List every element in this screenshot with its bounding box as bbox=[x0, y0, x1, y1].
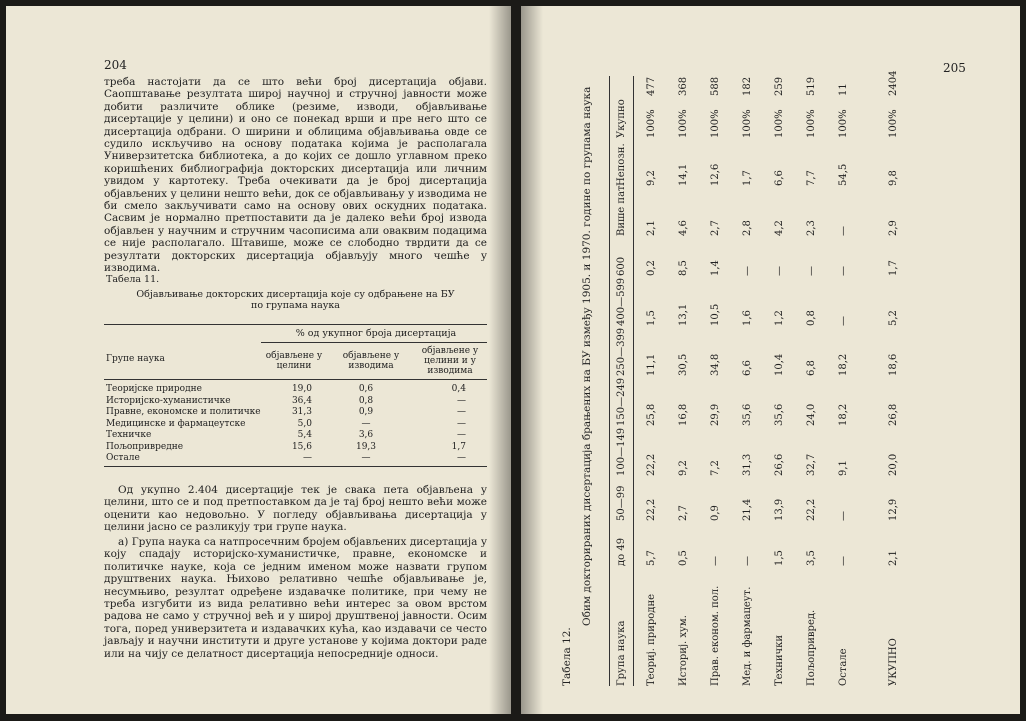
gutter-shadow bbox=[521, 6, 543, 714]
table-row-cell: 0,8 bbox=[806, 310, 817, 326]
table-row-cell: 10,5 bbox=[710, 303, 721, 326]
table-row-cell: 100% bbox=[678, 109, 689, 138]
table-row-cell: — bbox=[838, 266, 849, 276]
cell-c1: 5,4 bbox=[297, 430, 312, 440]
table-row-cell: 21,4 bbox=[742, 498, 753, 521]
span-header: % од укупног броја дисертација bbox=[295, 328, 457, 339]
table-row-cell: 11,1 bbox=[646, 353, 657, 376]
row-group: Правне, економске и политичке bbox=[106, 407, 261, 417]
table-row-cell: 588 bbox=[710, 76, 721, 96]
table-row-cell: 6,6 bbox=[774, 170, 785, 186]
table-row-cell: 2,3 bbox=[806, 220, 817, 236]
table-row-cell: 3,5 bbox=[806, 550, 817, 566]
table-row-cell: 519 bbox=[806, 76, 817, 96]
table-row-cell: 24,0 bbox=[806, 403, 817, 426]
table-row-group: Технички bbox=[774, 634, 785, 686]
table-row-cell: — bbox=[838, 316, 849, 326]
table-row-cell: 9,2 bbox=[678, 460, 689, 476]
total-row-cell: 2404 bbox=[888, 70, 899, 96]
table-row-cell: 0,2 bbox=[646, 260, 657, 276]
col2-header: објављене у изводима bbox=[342, 351, 400, 371]
cell-c2: — bbox=[361, 418, 371, 429]
table-row-group: Теориј. природне bbox=[646, 593, 657, 686]
table-row-cell: 31,3 bbox=[742, 453, 753, 476]
table-row-cell: 13,9 bbox=[774, 498, 785, 521]
col-header: 100—149 bbox=[616, 427, 627, 476]
paragraph-3: а) Група наука са натпросечним бројем објављених дисертација у коју спадају историјско-хуманистичке, правне, економске и политичке науке, која се једним именом може назвати групом друштвених наука. Њихово релативно чешће објављивање је, несумњиво, резултат одређене издавачке политике, при чему не треба изгубити из вида релативно већи интерес за овом врстом радова не само у стручној већ и у широј друштвеној јавности. Осим тога, поред универзитета и издавачких кућа, као издавачи се често јављају и научни институти и друге установе у којима доктори раде или на чију се делатност дисертација непосредније односи. bbox=[104, 536, 487, 660]
table-row-cell: 1,7 bbox=[742, 170, 753, 186]
cell-c2: — bbox=[361, 453, 371, 463]
page-number: 204 bbox=[104, 58, 127, 72]
table-12-rotated bbox=[541, 66, 921, 686]
table-row-cell: 477 bbox=[646, 76, 657, 96]
cell-c3: — bbox=[457, 395, 466, 406]
table-row-cell: 259 bbox=[774, 76, 785, 96]
col-header: 50—99 bbox=[616, 485, 627, 521]
cell-c1: 15,6 bbox=[291, 441, 312, 452]
table-row-cell: 0,5 bbox=[678, 550, 689, 566]
table-row-cell: 9,2 bbox=[646, 170, 657, 186]
col-header: 150—249 bbox=[616, 377, 627, 426]
cell-c1: 19,0 bbox=[291, 384, 312, 394]
table-row-cell: 13,1 bbox=[678, 303, 689, 326]
col-header: 400—599 bbox=[616, 277, 627, 326]
table-row-cell: 1,5 bbox=[774, 550, 785, 566]
table-row-cell: 29,9 bbox=[710, 403, 721, 426]
table-row-cell: 26,6 bbox=[774, 453, 785, 476]
table-row-cell: 100% bbox=[838, 109, 849, 138]
cell-c3: — bbox=[457, 453, 466, 463]
table-row-group: Остале bbox=[838, 648, 849, 686]
row-group: Историјско-хуманистичке bbox=[106, 395, 231, 406]
table-row-cell: 18,2 bbox=[838, 403, 849, 426]
table-row-cell: — bbox=[742, 266, 753, 276]
table-row-cell: 100% bbox=[646, 109, 657, 138]
table-row-cell: 54,5 bbox=[838, 163, 849, 186]
table-row-cell: 11 bbox=[838, 83, 849, 96]
table-row-cell: 1,4 bbox=[710, 260, 721, 276]
table-row-cell: 22,2 bbox=[806, 498, 817, 521]
col-header: до 49 bbox=[616, 537, 627, 566]
table-row-cell: 182 bbox=[742, 76, 753, 96]
table-row-cell: 12,6 bbox=[710, 163, 721, 186]
table-row-cell: 2,7 bbox=[678, 505, 689, 521]
col-header: 250—399 bbox=[616, 327, 627, 376]
table-row-cell: 35,6 bbox=[742, 403, 753, 426]
table-row-cell: 22,2 bbox=[646, 453, 657, 476]
cell-c3: 0,4 bbox=[451, 384, 466, 394]
table-row-group: Прав. економ. пол. bbox=[710, 585, 721, 686]
table-row-cell: 35,6 bbox=[774, 403, 785, 426]
table-row-cell: 4,2 bbox=[774, 220, 785, 236]
total-row-cell: 20,0 bbox=[888, 453, 899, 476]
table-11-title-line2: по групама наука bbox=[251, 300, 340, 311]
table-row-cell: 7,2 bbox=[710, 460, 721, 476]
table-row-cell: 22,2 bbox=[646, 498, 657, 521]
table-row-cell: 6,6 bbox=[742, 360, 753, 376]
table-row-cell: 10,4 bbox=[774, 353, 785, 376]
cell-c2: 0,8 bbox=[358, 395, 374, 406]
table-row-cell: 18,2 bbox=[838, 353, 849, 376]
table-row-cell: 4,6 bbox=[678, 220, 689, 236]
paragraph-1: треба настојати да се што већи број дисертација објави. Саопштавање резултата широј научној и стручној јавности може добити различите облике (резиме, изводи, објављивање дисертације у целини) и оно се понекад врши и пре него што се дисертација одбрани. О ширини и облицима објављивања овде се судило искључиво на основу података којима је располагала Универзитетска библиотека, а до којих се дошло углавном преко коришћених библиографија докторских дисертација или личним увидом у картотеку. Треба очекивати да је број дисертација објављених у целини нешто већи, док се објављивању у изводима не би смело закључивати само на основу ових оскудних података. Сасвим је нормално претпоставити да је далеко већи број извода објављен у научним и стручним часописима али оваквим подацима се није располагало. Штавише, може се слободно тврдити да се резултати докторских дисертација објављују много чешће у изводима. bbox=[104, 76, 487, 275]
table-11-title-line1: Објављивање докторских дисертација које су одбрањене на БУ bbox=[136, 289, 455, 300]
gutter-shadow bbox=[489, 6, 511, 714]
table-row-group: Историј. хум. bbox=[678, 615, 689, 686]
table-row-cell: 2,7 bbox=[710, 220, 721, 236]
table-11-title bbox=[104, 289, 487, 311]
table-row-cell: 30,5 bbox=[678, 353, 689, 376]
table-row-cell: 368 bbox=[678, 76, 689, 96]
table-row-cell: — bbox=[742, 556, 753, 566]
col-header: Непозн. bbox=[616, 143, 627, 186]
cell-c3: 1,7 bbox=[451, 441, 466, 452]
col-header: Укупно bbox=[616, 99, 627, 138]
row-group: Теоријске природне bbox=[106, 384, 202, 394]
table-row-cell: 100% bbox=[710, 109, 721, 138]
table-row-cell: 2,1 bbox=[646, 220, 657, 236]
table-row-cell: — bbox=[806, 266, 817, 276]
paragraph-2: Од укупно 2.404 дисертације тек је свака пета објављена у целини, што се и под претпоставком да је тај број нешто већи може оценити као недовољно. У погледу објављивања дисертација у целини јасно се разликују три групе наука. bbox=[104, 484, 487, 534]
table-row-cell: 100% bbox=[806, 109, 817, 138]
table-row-group: Мед. и фармацеут. bbox=[742, 586, 753, 686]
col-header: Више пат. bbox=[616, 182, 627, 236]
cell-c1: — bbox=[303, 453, 312, 463]
table-row-cell: — bbox=[710, 556, 721, 566]
total-row-cell: 5,2 bbox=[888, 310, 899, 326]
table-row-cell: 14,1 bbox=[678, 163, 689, 186]
table-row-cell: 32,7 bbox=[806, 453, 817, 476]
table-row-cell: 34,8 bbox=[710, 353, 721, 376]
table-12-label: Табела 12. bbox=[561, 627, 573, 686]
row-group: Пољопривредне bbox=[106, 441, 184, 452]
cell-c1: 31,3 bbox=[291, 407, 312, 417]
table-row-cell: 7,7 bbox=[806, 170, 817, 186]
table-row-cell: 8,5 bbox=[678, 260, 689, 276]
row-group: Остале bbox=[106, 453, 140, 463]
total-row-group: УКУПНО bbox=[888, 638, 899, 686]
right-page bbox=[521, 6, 1020, 714]
table-row-cell: 1,2 bbox=[774, 310, 785, 326]
page-number: 205 bbox=[943, 61, 966, 75]
table-row-cell: 6,8 bbox=[806, 360, 817, 376]
table-row-cell: 5,7 bbox=[646, 550, 657, 566]
cell-c1: 5,0 bbox=[297, 418, 312, 429]
total-row-cell: 12,9 bbox=[888, 498, 899, 521]
cell-c2: 0,9 bbox=[358, 407, 374, 417]
cell-c2: 3,6 bbox=[358, 430, 374, 440]
table-row-cell: 100% bbox=[742, 109, 753, 138]
total-row-cell: 18,6 bbox=[888, 353, 899, 376]
total-row-cell: 2,1 bbox=[888, 550, 899, 566]
table-12-title: Обим докторираних дисертација брањених на БУ између 1905. и 1970. године по групама наука bbox=[581, 86, 593, 626]
table-row-cell: 1,5 bbox=[646, 310, 657, 326]
group-header: Група наука bbox=[616, 620, 627, 686]
table-row-cell: 0,9 bbox=[710, 505, 721, 521]
total-row-cell: 26,8 bbox=[888, 403, 899, 426]
table-row-cell: 16,8 bbox=[678, 403, 689, 426]
cell-c2: 19,3 bbox=[355, 441, 377, 452]
cell-c3: — bbox=[457, 418, 466, 429]
table-row-cell: 9,1 bbox=[838, 460, 849, 476]
total-row-cell: 100% bbox=[888, 109, 899, 138]
cell-c3: — bbox=[457, 430, 466, 440]
table-11-label: Табела 11. bbox=[106, 274, 160, 285]
cell-c3: — bbox=[457, 407, 466, 417]
left-page bbox=[6, 6, 511, 714]
group-header: Групе наука bbox=[106, 354, 165, 364]
col1-header: објављене у целини bbox=[265, 351, 323, 371]
table-row-cell: 1,6 bbox=[742, 310, 753, 326]
table-row-cell: — bbox=[774, 266, 785, 276]
table-row-cell: — bbox=[838, 226, 849, 236]
col-header: 600 bbox=[616, 256, 627, 276]
table-row-cell: — bbox=[838, 511, 849, 521]
table-row-cell: — bbox=[838, 556, 849, 566]
table-row-group: Пољопривред. bbox=[806, 609, 817, 686]
total-row-cell: 2,9 bbox=[888, 220, 899, 236]
row-group: Техничке bbox=[106, 430, 152, 440]
table-row-cell: 100% bbox=[774, 109, 785, 138]
table-row-cell: 2,8 bbox=[742, 220, 753, 236]
table-row-cell: 25,8 bbox=[646, 403, 657, 426]
cell-c2: 0,6 bbox=[358, 384, 374, 394]
total-row-cell: 1,7 bbox=[888, 260, 899, 276]
row-group: Медицинске и фармацеутске bbox=[106, 418, 246, 429]
total-row-cell: 9,8 bbox=[888, 170, 899, 186]
cell-c1: 36,4 bbox=[291, 395, 312, 406]
col3-header: објављене у целини и у изводима bbox=[421, 346, 479, 376]
